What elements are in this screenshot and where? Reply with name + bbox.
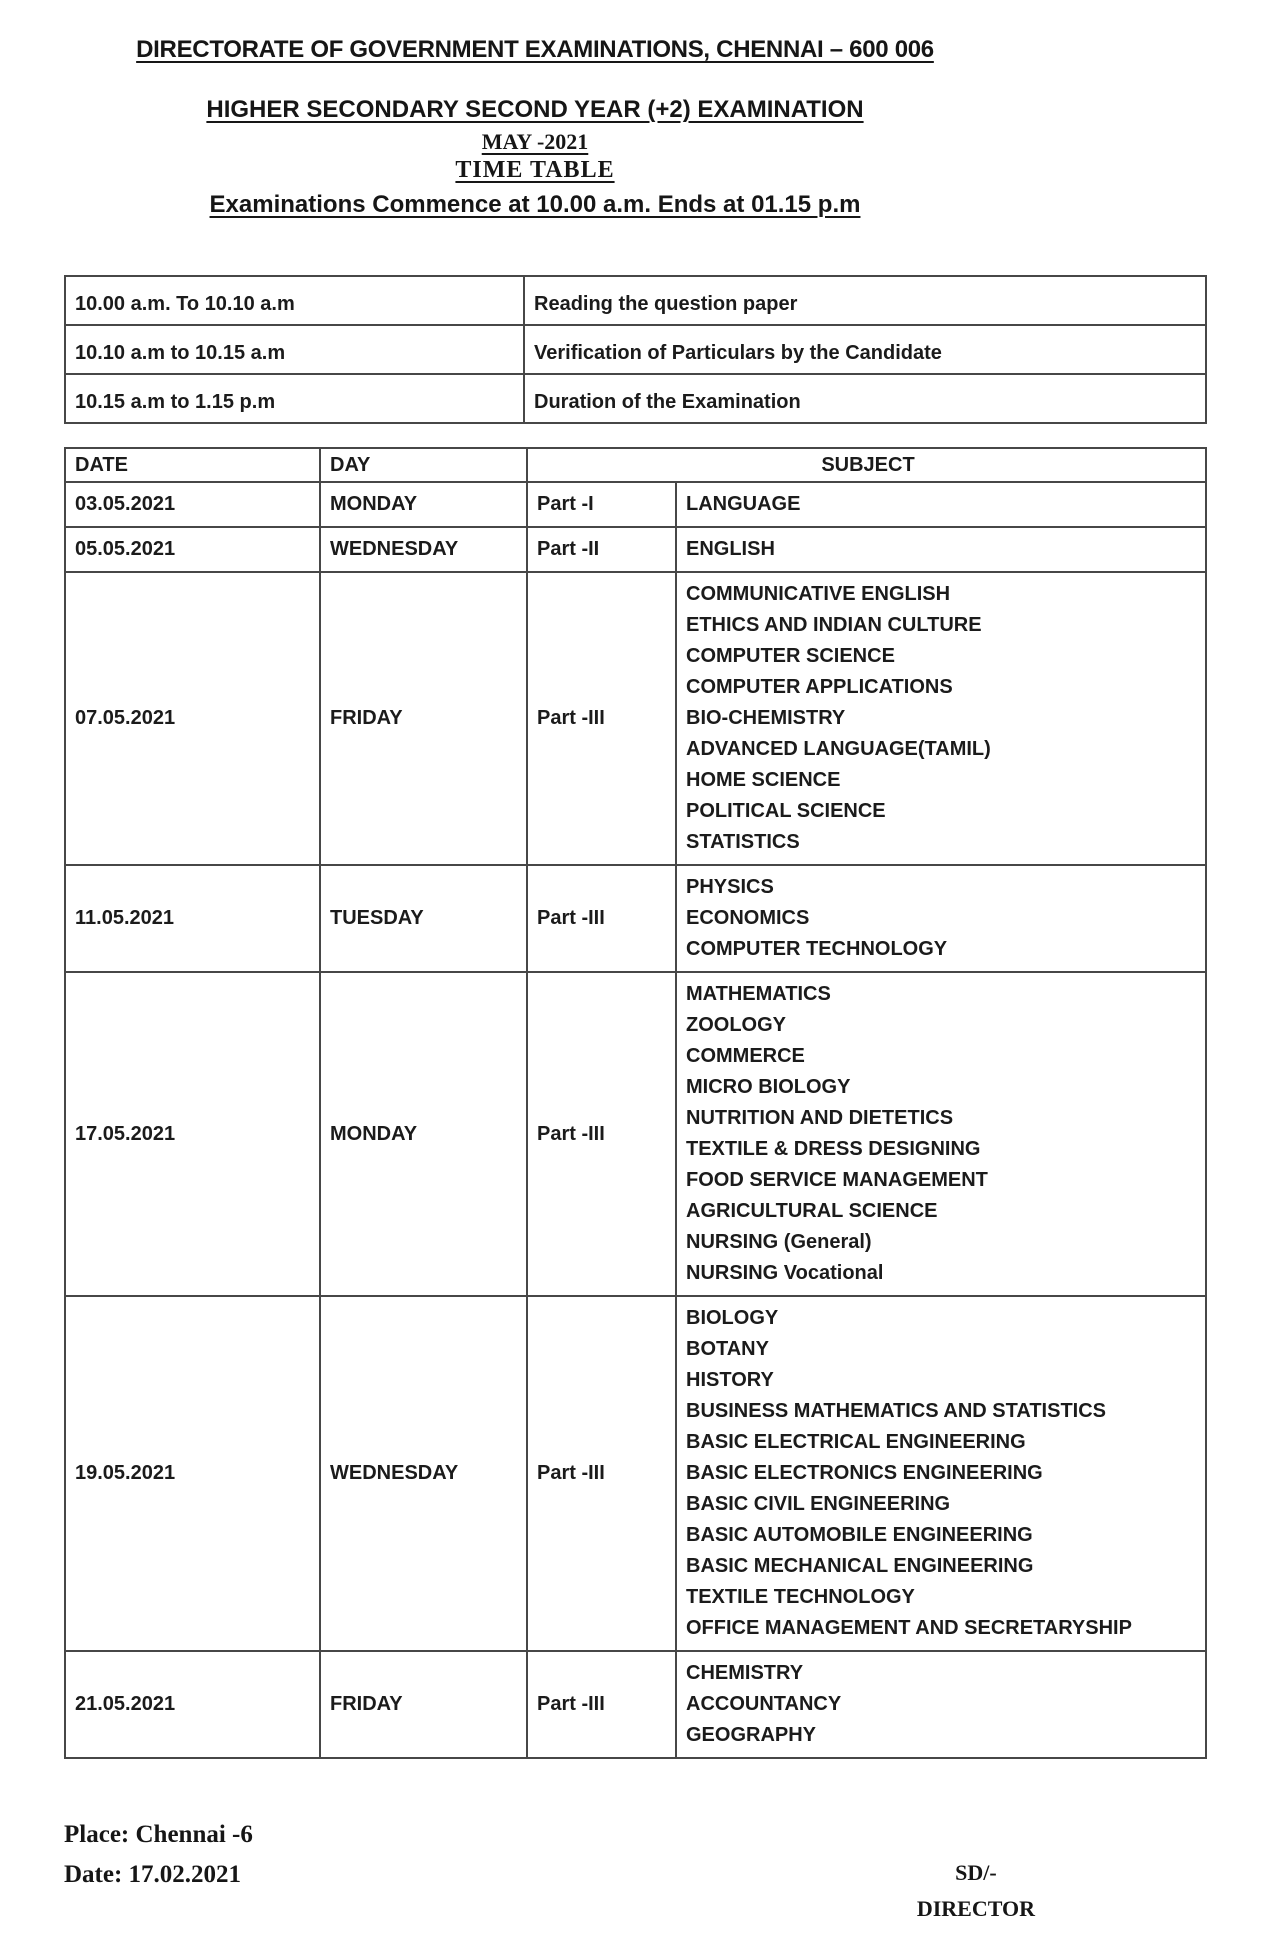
exam-date-cell: 11.05.2021 <box>65 865 320 972</box>
day-column-header: DAY <box>320 448 527 482</box>
exam-date-cell: 17.05.2021 <box>65 972 320 1296</box>
schedule-time: 10.00 a.m. To 10.10 a.m <box>65 276 524 325</box>
schedule-activity: Duration of the Examination <box>524 374 1206 423</box>
subject-column-header: SUBJECT <box>527 448 1206 482</box>
schedule-time: 10.10 a.m to 10.15 a.m <box>65 325 524 374</box>
subject-item: TEXTILE TECHNOLOGY <box>686 1586 915 1608</box>
date-column-header: DATE <box>65 448 320 482</box>
exam-day-cell: FRIDAY <box>320 1651 527 1758</box>
subject-item: COMMUNICATIVE ENGLISH <box>686 583 951 605</box>
timetable-row <box>65 482 1206 527</box>
exam-part-cell: Part -III <box>527 1296 676 1651</box>
subject-item: BASIC ELECTRICAL ENGINEERING <box>686 1431 1026 1453</box>
schedule-info-table <box>64 275 1207 424</box>
exam-part-cell: Part -III <box>527 865 676 972</box>
exam-date-cell: 03.05.2021 <box>65 482 320 527</box>
subject-item: COMMERCE <box>686 1045 805 1067</box>
subject-item: BASIC MECHANICAL ENGINEERING <box>686 1555 1034 1577</box>
directorate-title: DIRECTORATE OF GOVERNMENT EXAMINATIONS, CHENNAI – 600 006 <box>136 36 934 63</box>
timetable-body <box>65 482 1206 1758</box>
exam-date-cell: 05.05.2021 <box>65 527 320 572</box>
exam-subjects-cell <box>676 572 1206 865</box>
time-table-title: TIME TABLE <box>455 157 615 183</box>
exam-part-cell: Part -III <box>527 1651 676 1758</box>
subject-item: HOME SCIENCE <box>686 769 841 791</box>
subject-item: GEOGRAPHY <box>686 1724 817 1746</box>
subject-item: BOTANY <box>686 1338 769 1360</box>
subject-item: LANGUAGE <box>686 493 801 515</box>
subject-item: ZOOLOGY <box>686 1014 786 1036</box>
subject-item: NUTRITION AND DIETETICS <box>686 1107 954 1129</box>
exam-subjects-cell <box>676 1651 1206 1758</box>
exam-date-cell: 21.05.2021 <box>65 1651 320 1758</box>
subject-item: BIOLOGY <box>686 1307 779 1329</box>
exam-date-cell: 19.05.2021 <box>65 1296 320 1651</box>
schedule-row <box>65 325 1206 374</box>
exam-subjects-cell <box>676 527 1206 572</box>
place-text: Place: Chennai -6 <box>64 1821 253 1848</box>
exam-date-cell: 07.05.2021 <box>65 572 320 865</box>
exam-timing-title: Examinations Commence at 10.00 a.m. Ends at 01.15 p.m <box>209 191 861 218</box>
schedule-row <box>65 374 1206 423</box>
subject-item: COMPUTER SCIENCE <box>686 645 895 667</box>
subject-item: AGRICULTURAL SCIENCE <box>686 1200 938 1222</box>
exam-subjects-cell <box>676 865 1206 972</box>
subject-item: COMPUTER APPLICATIONS <box>686 676 953 698</box>
subject-item: HISTORY <box>686 1369 774 1391</box>
subject-item: ACCOUNTANCY <box>686 1693 842 1715</box>
subject-item: ETHICS AND INDIAN CULTURE <box>686 614 982 636</box>
schedule-time: 10.15 a.m to 1.15 p.m <box>65 374 524 423</box>
subject-item: POLITICAL SCIENCE <box>686 800 886 822</box>
schedule-activity: Verification of Particulars by the Candidate <box>524 325 1206 374</box>
subject-item: TEXTILE & DRESS DESIGNING <box>686 1138 981 1160</box>
exam-day-cell: WEDNESDAY <box>320 527 527 572</box>
exam-subjects-cell <box>676 482 1206 527</box>
subject-item: FOOD SERVICE MANAGEMENT <box>686 1169 988 1191</box>
exam-month-title: MAY -2021 <box>481 129 589 154</box>
subject-item: BASIC CIVIL ENGINEERING <box>686 1493 951 1515</box>
subject-item: PHYSICS <box>686 876 774 898</box>
subject-item: MICRO BIOLOGY <box>686 1076 851 1098</box>
exam-part-cell: Part -III <box>527 572 676 865</box>
exam-day-cell: FRIDAY <box>320 572 527 865</box>
exam-day-cell: MONDAY <box>320 972 527 1296</box>
subject-item: NURSING Vocational <box>686 1262 884 1284</box>
examination-title: HIGHER SECONDARY SECOND YEAR (+2) EXAMINATION <box>206 96 864 123</box>
exam-day-cell: MONDAY <box>320 482 527 527</box>
document-headings <box>0 0 1070 219</box>
signature-block <box>917 1855 1035 1927</box>
exam-subjects-cell <box>676 972 1206 1296</box>
subject-item: COMPUTER TECHNOLOGY <box>686 938 948 960</box>
exam-part-cell: Part -III <box>527 972 676 1296</box>
timetable-row <box>65 972 1206 1296</box>
subject-item: OFFICE MANAGEMENT AND SECRETARYSHIP <box>686 1617 1132 1639</box>
signature-sd-text: SD/- <box>955 1860 997 1885</box>
schedule-activity: Reading the question paper <box>524 276 1206 325</box>
subject-item: STATISTICS <box>686 831 800 853</box>
signature-designation-text: DIRECTOR <box>916 1896 1035 1921</box>
timetable-row <box>65 865 1206 972</box>
subject-item: BIO-CHEMISTRY <box>686 707 846 729</box>
subject-item: ADVANCED LANGUAGE(TAMIL) <box>686 738 991 760</box>
timetable-row <box>65 572 1206 865</box>
exam-part-cell: Part -II <box>527 527 676 572</box>
exam-part-cell: Part -I <box>527 482 676 527</box>
timetable <box>64 447 1207 1759</box>
place-date-block <box>64 1815 253 1927</box>
exam-day-cell: WEDNESDAY <box>320 1296 527 1651</box>
date-text: Date: 17.02.2021 <box>64 1861 242 1888</box>
exam-day-cell: TUESDAY <box>320 865 527 972</box>
subject-item: BASIC ELECTRONICS ENGINEERING <box>686 1462 1043 1484</box>
schedule-body <box>65 276 1206 423</box>
subject-item: BASIC AUTOMOBILE ENGINEERING <box>686 1524 1033 1546</box>
subject-item: NURSING (General) <box>686 1231 872 1253</box>
timetable-row <box>65 527 1206 572</box>
document-footer <box>64 1815 1205 1927</box>
timetable-row <box>65 1651 1206 1758</box>
subject-item: CHEMISTRY <box>686 1662 804 1684</box>
exam-subjects-cell <box>676 1296 1206 1651</box>
subject-item: ECONOMICS <box>686 907 810 929</box>
timetable-row <box>65 1296 1206 1651</box>
timetable-header-row <box>65 448 1206 482</box>
schedule-row <box>65 276 1206 325</box>
subject-item: MATHEMATICS <box>686 983 831 1005</box>
subject-item: BUSINESS MATHEMATICS AND STATISTICS <box>686 1400 1106 1422</box>
subject-item: ENGLISH <box>686 538 775 560</box>
